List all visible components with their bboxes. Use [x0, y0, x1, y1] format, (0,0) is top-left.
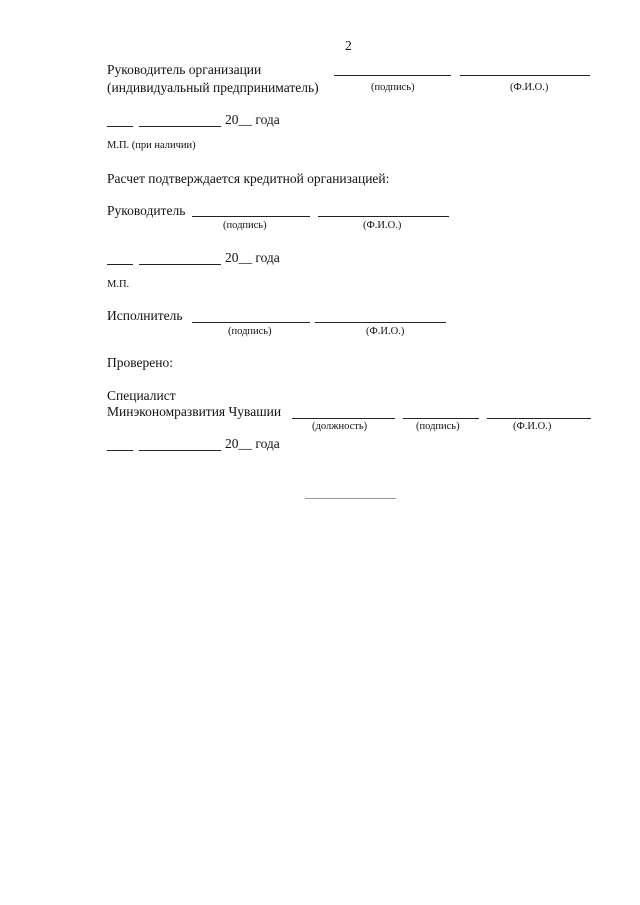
org-date-year: 20__ года [225, 112, 280, 127]
ministry-fio-caption: (Ф.И.О.) [513, 421, 552, 432]
org-fio-caption: (Ф.И.О.) [510, 82, 549, 93]
executor-fio-line [315, 322, 446, 323]
checked-label: Проверено: [107, 355, 174, 370]
page-number: 2 [345, 38, 352, 53]
org-head-label-2: (индивидуальный предприниматель) [107, 80, 319, 95]
bank-signature-caption: (подпись) [223, 220, 267, 231]
ministry-label: Минэкономразвития Чувашии [107, 404, 282, 419]
org-stamp-note: М.П. (при наличии) [107, 140, 196, 151]
executor-signature-line [192, 322, 310, 323]
bank-confirmation-text: Расчет подтверждается кредитной организацией: [107, 171, 390, 186]
bank-signature-line [192, 216, 310, 217]
bank-date-year: 20__ года [225, 250, 280, 265]
bank-date-day-line [107, 264, 133, 265]
bank-head-label: Руководитель [107, 203, 186, 218]
org-date-month-line [139, 126, 221, 127]
org-signature-caption: (подпись) [371, 82, 415, 93]
bank-stamp-note: М.П. [107, 279, 130, 290]
ministry-date-month-line [139, 450, 221, 451]
specialist-label: Специалист [107, 388, 176, 403]
bank-fio-caption: (Ф.И.О.) [363, 220, 402, 231]
ministry-date-day-line [107, 450, 133, 451]
executor-signature-caption: (подпись) [228, 326, 272, 337]
bank-fio-line [318, 216, 449, 217]
org-fio-line [460, 75, 590, 76]
executor-label: Исполнитель [107, 308, 183, 323]
executor-fio-caption: (Ф.И.О.) [366, 326, 405, 337]
ministry-position-caption: (должность) [312, 421, 368, 432]
org-signature-line [334, 75, 451, 76]
org-head-label: Руководитель организации [107, 62, 262, 77]
bank-date-month-line [139, 264, 221, 265]
ministry-fio-line [487, 418, 591, 419]
ministry-signature-line [403, 418, 479, 419]
document-end-separator [305, 498, 396, 499]
org-date-day-line [107, 126, 133, 127]
ministry-signature-caption: (подпись) [416, 421, 460, 432]
ministry-date-year: 20__ года [225, 436, 280, 451]
ministry-position-line [292, 418, 395, 419]
